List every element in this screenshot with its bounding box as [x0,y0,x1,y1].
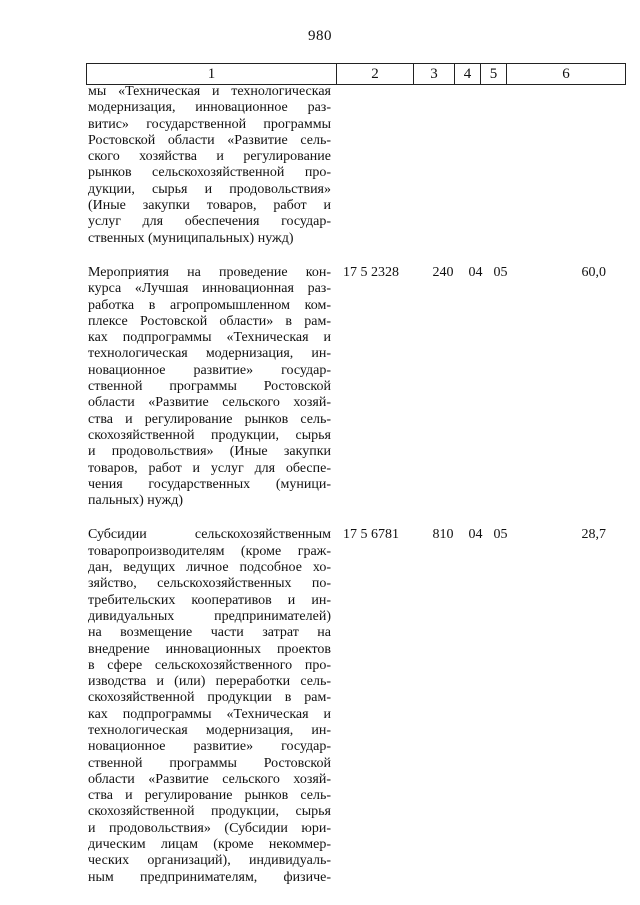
description-line: рынков сельскохозяйственной про- [88,165,331,181]
description-line: модернизация, инновационное раз- [88,100,331,116]
description-line: Субсидии сельскохозяйственным [88,527,331,543]
description-line: ства и регулирование рынков сель- [88,788,331,804]
description-line: товаров, работ и услуг для обеспе- [88,460,331,476]
header-col-3: 3 [414,64,455,84]
header-col-1: 1 [87,64,337,84]
description-line: ственной программы Ростовской [88,755,331,771]
row-amount: 28,7 [581,527,606,543]
row-description [88,527,331,886]
row-subsection: 05 [493,264,508,280]
description-line: ского хозяйства и регулирование [88,149,331,165]
description-line: требительских кооперативов и ин- [88,592,331,608]
row-amount: 60,0 [581,264,606,280]
description-line: Мероприятия на проведение кон- [88,264,331,280]
description-line: витис» государственной программы [88,116,331,132]
table-header [86,63,626,85]
description-line: внедрение инновационных проектов [88,641,331,657]
description-line: плексе Ростовской области» в рам- [88,313,331,329]
description-line: дукции, сырья и продовольствия» [88,181,331,197]
description-line: технологическая модернизация, ин- [88,346,331,362]
description-line: новационное развитие» государ- [88,362,331,378]
description-line: мы «Техническая и технологическая [88,84,331,99]
description-line: ческих организаций), индивидуаль- [88,853,331,869]
description-line: в сфере сельскохозяйственного про- [88,657,331,673]
description-line: на возмещение части затрат на [88,625,331,641]
page-number: 980 [308,28,332,44]
description-line: ках подпрограммы «Техническая и [88,706,331,722]
description-line: (Иные закупки товаров, работ и [88,198,331,214]
description-line: и продовольствия» (Иные закупки [88,444,331,460]
description-line: ственной программы Ростовской [88,379,331,395]
description-line: курса «Лучшая инновационная раз- [88,281,331,297]
row-code: 17 5 2328 [343,264,399,280]
header-col-4: 4 [455,64,481,84]
description-line: изводства и (или) переработки сель- [88,674,331,690]
description-line: области «Развитие сельского хозяй- [88,771,331,787]
header-col-2: 2 [337,64,414,84]
description-line: новационное развитие» государ- [88,739,331,755]
header-col-6: 6 [507,64,626,84]
header-col-5: 5 [481,64,507,84]
description-line: скохозяйственной продукции, сырья [88,427,331,443]
table-row [88,527,618,886]
row-section: 04 [468,264,483,280]
description-line: ках подпрограммы «Техническая и [88,330,331,346]
row-code: 17 5 6781 [343,527,399,543]
description-line: дическим лицам (кроме некоммер- [88,837,331,853]
table-row [88,265,618,509]
description-line: чения государственных (муници- [88,476,331,492]
description-line: дивидуальных предпринимателей) [88,608,331,624]
description-line: и продовольствия» (Субсидии юри- [88,820,331,836]
row-subsection: 05 [493,527,508,543]
description-line: ным предпринимателям, физиче- [88,869,331,885]
description-line: технологическая модернизация, ин- [88,722,331,738]
description-line: ственных (муниципальных) нужд) [88,230,294,246]
description-line: пальных) нужд) [88,493,184,509]
description-line: ства и регулирование рынков сель- [88,411,331,427]
description-line: зяйство, сельскохозяйственных по- [88,576,331,592]
row-expense-type: 240 [432,264,454,280]
description-line: скохозяйственной продукции в рам- [88,690,331,706]
description-line: дан, ведущих личное подсобное хо- [88,560,331,576]
description-line: области «Развитие сельского хозяй- [88,395,331,411]
table-body [88,84,618,886]
description-line: услуг для обеспечения государ- [88,214,331,230]
table-row [88,84,618,247]
description-line: товаропроизводителям (кроме граж- [88,543,331,559]
description-line: работка в агропромышленном ком- [88,297,331,313]
row-expense-type: 810 [432,527,454,543]
row-section: 04 [468,527,483,543]
row-description [88,84,331,247]
row-description [88,265,331,509]
description-line: Ростовской области «Развитие сель- [88,132,331,148]
description-line: скохозяйственной продукции, сырья [88,804,331,820]
